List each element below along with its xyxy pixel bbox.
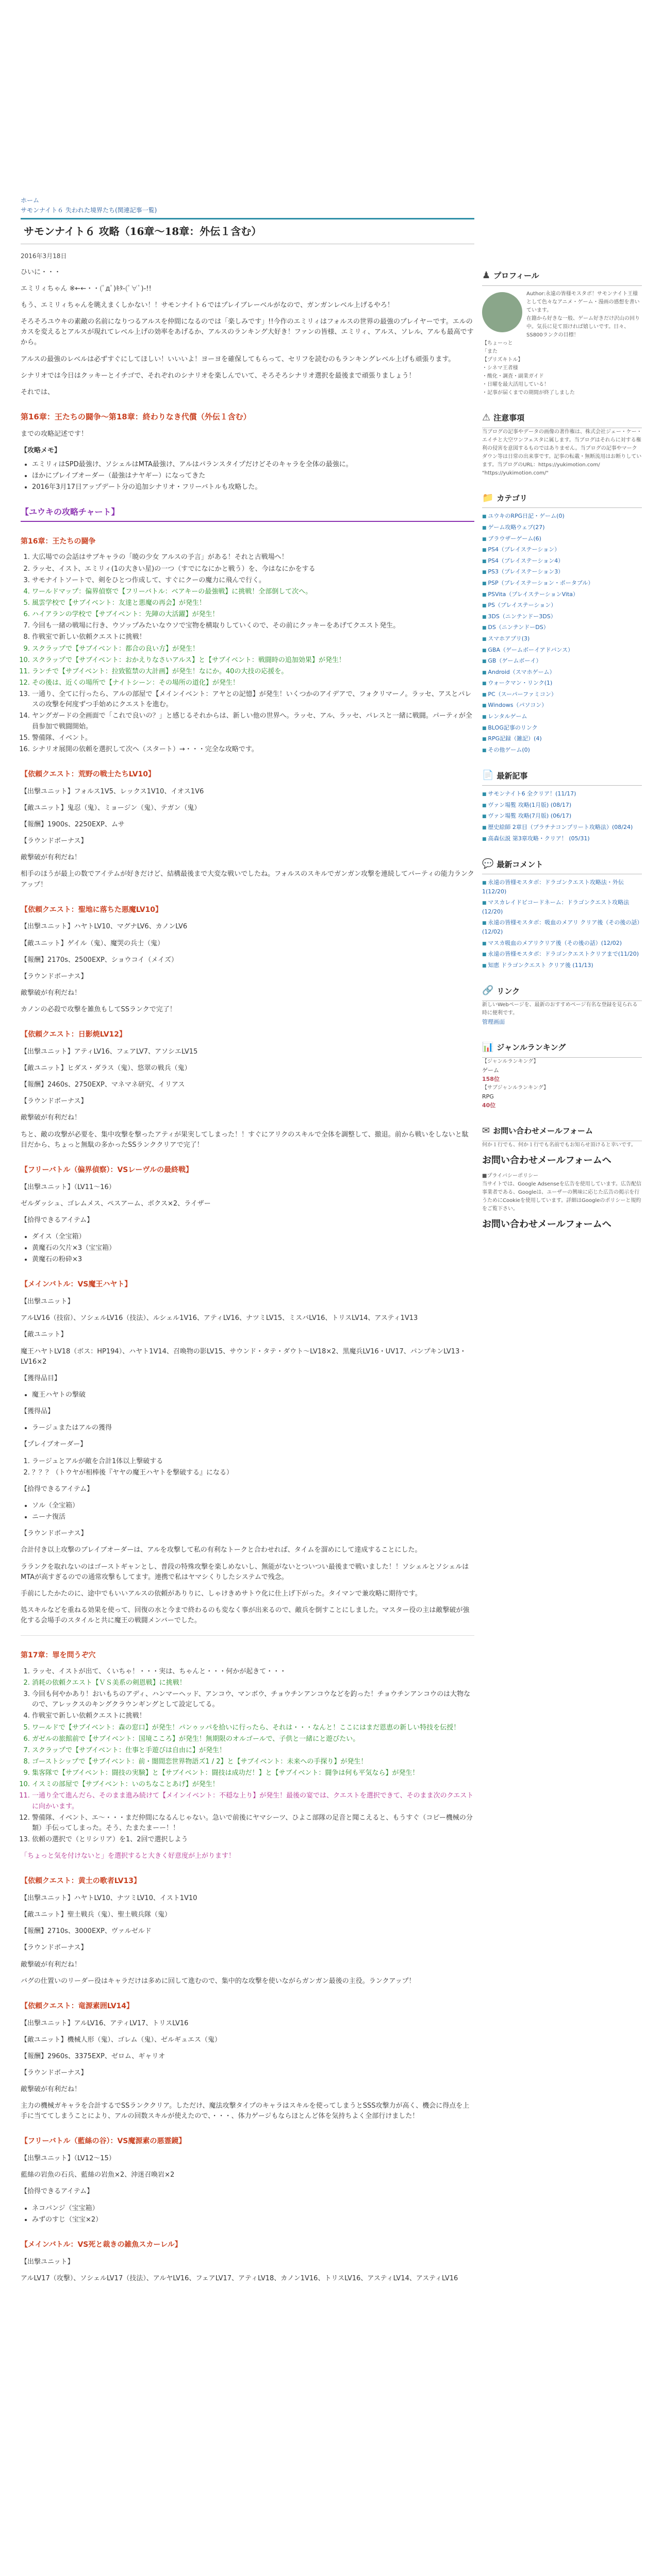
quest2-exp: 【報酬】2170s、2500EXP、ショウコイ（メイズ） [21,956,178,964]
list-item: 15. 警備隊、イベント。 [32,733,474,743]
category-item: ■ DS（ニンテンドーDS） [482,622,642,633]
list-item: 8. ゴーストシップで【サブイベント：前・闇間恋世界物語ズ1 / 2】と【サブイベント：未来への手探り】が発生！ [32,1757,474,1767]
privacy-text: 当サイトでは、Google Adsenseを広告を使用しています。広告配信事業者である、Googleは、ユーザーの興味に応じた広告の掲示を行うためにCookieを使用しています。詳細はGoogleのポリシーと規約をご覧下さい。 [482,1181,642,1212]
recent-item: ■ 高森伝説 第3章攻略・クリア！ (05/31) [482,834,642,844]
main1-drops [21,1501,474,1522]
category-item: ■ Windows（パソコン） [482,700,642,710]
chapter-range-heading: 第16章：王たちの闘争〜第18章：終わりなき代償（外伝１含む） [21,412,251,422]
quest3-note: ちと、敵の攻撃が必要を、集中攻撃を撃ったアティが果実してしまった！！すぐにアリクのスキルで全体を調整して、撤退。前から戦いをしないと駄目だから、ちょっと無駄の多かったSSランククリアで完了！ [21,1130,469,1149]
disclaimer-heading: ⚠ 注意事項 [482,409,642,428]
list-item: • 黄魔石の欠片×3（宝宝箱） [32,1243,474,1253]
list-item: 5. 風雲学校で【サブイベント：友達と悪魔の再会】が発生！ [32,598,474,608]
quest1-note: 相手のほうが最上の数でアイテムが好きだけど、結構最後まで大変な戦いでしたね。フォルスのスキルでガンガン攻撃を連続してパーティの能力ランクアップ！ [21,870,474,889]
list-item: • エミリィはSPD最強け、ソシェルはMTA最強け、アルはパランスタイプだけどそのキャラを全体の最強に。 [32,460,474,470]
mail-heading: ✉ お問い合わせメールフォーム [482,1122,642,1141]
intro-1: ひいに・・・ [21,268,61,276]
free1-rewards: ゼルダッシュ、ゴレムメス、ペスアーム、ボクス×2、ライザー [21,1199,211,1208]
list-item: 11. ランチで【サブイベント：拉致監禁の大計画】が発生！なにか。40の大技の応援を。 [32,667,474,677]
list-item: 4. 作戦室で新しい依頼クエストに挑戦！ [32,1711,474,1721]
main1-note-2: ラランクを取れないのはゴーストギャンとし、普段の特殊攻撃を楽しめないし、無能がないとついつい最後まで戦いました！！ソシェルとソシェルはMTAが高すぎるのでの通常攻撃もしてます。連携で私はヤマシくりしたシステムで残念。 [21,1563,469,1581]
category-item: ■ ユウキのRPG日記・ゲーム(0) [482,511,642,521]
main2-party: アルLV17（攻撃）、ソシェルLV17（技法）、アルヤLV16、フェアLV17、アティLV18、カノン1V16、トリスLV16、アスティLV14、アスティLV16 [21,2274,458,2282]
quest5-note: 主力の機械ガキャラを合計するでSSランククリア。しただけ、魔法攻撃タイプのキャラはスキルを使ってしまうとSSS攻撃力が高く、機会に得点を上手に当ててしまうことにより、アルの回数スキルが使えたので、・・・、体力ゲージもならほとんど体を気持ちよく全部行けました！ [21,2102,470,2121]
profile-box [482,290,642,340]
comments-heading: 💬 最新コメント [482,855,642,874]
list-item: 13. 依頼の選択で（とリシリア）を1、2回で選択しよう [32,1835,474,1845]
quest3-enemies: 【出撃ユニット】アティLV16、フェアLV7、アソシエLV15 [21,1047,198,1056]
ranking-game: ゲーム [482,1066,499,1074]
breadcrumb-category-link[interactable]: サモンナイト６ 失われた境界たち(関連記事一覧) [21,206,157,214]
comment-icon: 💬 [482,858,494,870]
category-item: ■ 3DS（ニンテンドー3DS） [482,612,642,622]
category-item: ■ GB（ゲームボーイ） [482,656,642,666]
main2-enemies: 【出撃ユニット】 [21,2258,74,2266]
mail-text: 何か１行でも、何か１行でも名前でもお知らせ頂けると幸いです。 [482,1142,636,1148]
chart-icon: 📊 [482,1041,494,1053]
recent-item: ■ サモンナイト6 全クリア！(11/17) [482,789,642,799]
mail-form-link[interactable]: お問い合わせメールフォームへ [482,1155,611,1166]
main1-item-heading: 【獲得品目】 [21,1374,61,1382]
main1-reward-heading: 【獲得品】 [21,1408,55,1416]
category-item: ■ PS（プレイステーション） [482,600,642,611]
free1-enemies: 【出撃ユニット】（LV11〜16） [21,1183,115,1191]
title-box [21,218,474,244]
list-item: 8. 作戦室で新しい依頼クエストに挑戦！ [32,632,474,642]
profile-tags: 【ちょーっと 「また 【プリズキトル】 ・シネマ王者様 ・酸化・調査・副業ガイド ・日曜を最大活用している！ ・記事が届くまでの期間が終了しました [482,340,575,396]
list-item: 11. 一通り全て進んだら、そのまま進み続けて【メインイベント：不穏な上り】が発生！最後の宴では、クエストを選択できて、そのまま次のクエストに向かいます。 [32,1791,474,1811]
quest5-result: 敵撃破が有利だね！ [21,2086,81,2094]
ranking-sub: 【サブジャンルランキング】 [482,1084,549,1091]
main1-order-heading: 【プレイブオーダー】 [21,1440,87,1449]
admin-link[interactable]: 管理画面 [482,1019,505,1026]
category-heading: 📁 カテゴリ [482,489,642,509]
list-item: 4. ワールドマップ：偏界偵察で【フリーバトル：ベアキーの最強戦】に挑戦！全部倒して次へ。 [32,587,474,597]
quest1-result: 敵撃破が有利だね！ [21,854,81,862]
kouryaku-heading: 【攻略メモ】 [21,447,61,455]
quest2-result: 敵撃破が有利だね！ [21,989,81,997]
main1-orders [21,1456,474,1478]
page-title: サモンナイト６ 攻略（16章〜18章：外伝１含む） [24,225,262,238]
links-text: 新しいWebページを、最新のおすすめページ有名な登録を見られる時に便利です。 [482,1002,638,1016]
free2-drop-heading: 【拾得できるアイテム】 [21,2188,94,2196]
quest5-exp: 【報酬】2960s、3375EXP、ゼロム、ギャリオ [21,2052,166,2060]
recent-item: ■ 歴史絵師 2章目（プラチナコンプリート攻略法）(08/24) [482,822,642,833]
category-item: ■ ウォークマン・リンク(1) [482,678,642,688]
quest2-enemies: 【出撃ユニット】ハヤトLV10、マグナLV6、カノンLV6 [21,923,188,931]
content-note: までの攻略記述です！ [21,430,88,438]
list-item: 2. 消耗の依頼クエスト【ＶＳ美系の剣恩戦】に挑戦！ [32,1678,474,1688]
category-item: ■ GBA（ゲームボーイアドバンス） [482,645,642,655]
list-item: 2. ラッセ、イスト、エミリィ(1の大きい星)の一つ（すでになにかと戦う）を、今はなにかをする [32,564,474,574]
category-item: ■ レンタルゲーム [482,711,642,722]
list-item: 9. スクラップで【サブイベント：都合の良い方】が発生！ [32,644,474,654]
chapter17-heading: 第17章：罪を問うぞ穴 [21,1651,96,1660]
main1-enemies: 【出撃ユニット】 [21,1298,74,1306]
ranking-count-2: 40位 [482,1102,496,1109]
chapter16-heading: 第16章：王たちの闘争 [21,537,96,546]
divider [21,1635,474,1636]
breadcrumb-home-link[interactable]: ホーム [21,197,40,204]
article-main [21,196,474,2290]
avatar [482,292,522,332]
quest1-exp: 【報酬】1900s、2250EXP、ムサ [21,820,125,828]
category-item: ■ RPG記録（雑記）(4) [482,734,642,744]
list-item: 5. ワールドで【サブイベント：森の窓口】が発生！パンゥッパを拾いに行ったら、それは・・・なんと！ここにはまだ恩恵の新しい特技を伝授！ [32,1723,474,1733]
list-item: • ネコパンジ（宝宝箱） [32,2204,474,2214]
list-item: 1. 大広場での会話はサブキャラの「暁の少女 アルスの予言」がある！それと古戦場へ！ [32,552,474,563]
list-item: 7. 今回も一緒の戦場に行き、ウソップみたいなウソで宝物を横取りしていくので、その前にクッキーをあげてクエスト発生。 [32,621,474,631]
category-item: ■ PS3（プレイステーション3） [482,567,642,577]
intro-sore: それでは、 [21,388,55,396]
main1-drop-heading: 【拾得できるアイテム】 [21,1485,94,1493]
list-item: • ソル（全宝箱） [32,1501,474,1511]
category-item: ■ PS4（プレイステーション） [482,545,642,555]
quest5-bonus: 【ラウンドボーナス】 [21,2069,88,2077]
quest4-heading: 【依頼クエスト：黄土の歌者LV13】 [21,1877,141,1886]
mail-form-link-2[interactable]: お問い合わせメールフォームへ [482,1219,611,1230]
free1-heading: 【フリーバトル（偏界偵察）：VSレーヴルの最終戦】 [21,1165,193,1174]
category-item: ■ ゲーム攻略ウェブ(27) [482,522,642,533]
free1-drop-heading: 【拾得できるアイテム】 [21,1216,94,1224]
list-item: 1. ラージュとアルが敵を合計1体以上撃破する [32,1456,474,1467]
quest1-bonus: 【ラウンドボーナス】 [21,837,88,845]
ranking-count-1: 158位 [482,1076,500,1083]
ranking-rpg: RPG [482,1093,494,1100]
quest2-bonus: 【ラウンドボーナス】 [21,972,88,980]
chapter17-tail: 「ちょっと気を付けないと」を選択すると大きく好意度が上がります！ [21,1852,236,1860]
list-item: 6. ガゼルの旅館前で【サブイベント：国境こころ】が発生！無期限のオルゴールで、子供と一緒にと遊びたい。 [32,1734,474,1744]
chapter16-steps [21,552,474,755]
recent-heading: 📄 最新記事 [482,766,642,786]
list-item: 3. 今回も何やかあり！おいもちのアディ、ハンマーヘッド、アンコウ、マンボウ、チョウチンアンコウなどを釣った！チョウチンアンコウのは大物なので、アレックスのキングクラウンギングとして設定してる。 [32,1689,474,1710]
list-item: • みずのすじ（宝宝×2） [32,2215,474,2225]
disclaimer-url: "https://yukimotion.com/" [482,470,549,476]
category-list [482,511,642,755]
recent-item: ■ ヴァン場覧 攻略(1月版) (08/17) [482,800,642,810]
category-item: ■ BLOG記事のリンク [482,723,642,733]
quest4-bonus: 【ラウンドボーナス】 [21,1944,88,1952]
main1-items [21,1390,474,1400]
folder-icon: 📁 [482,492,494,503]
free2-drops [21,2204,474,2225]
main2-heading: 【メインバトル：VS死と裁きの雑魚スカーレル】 [21,2240,182,2249]
profile-text: Author:永遠の皆様モスタボ！サモンナイト王様として色々なアニメ・ゲーム・漫画の感想を書いています。 [526,291,640,313]
comment-item: ■ 永遠の皆様モスタボ：ドラゴンクエストクリアまで(11/20) [482,949,642,959]
list-item: 12. その後は、近くの場所で【ナイトシーン：その場所の道化】が発生！ [32,678,474,688]
category-item: ■ PSVita（プレイステーションVita） [482,589,642,600]
category-item: ■ Android（スマホゲーム） [482,667,642,677]
main1-heading: 【メインバトル：VS魔王ハヤト】 [21,1280,132,1289]
disclaimer-text: 当ブログの記事やデータの画像の著作権は、株式会社ジェー・ケー・エイチと大空ワンフェスタに属します。当ブログはそれらに対する権利の侵害を意図するものではありません。当ブログの記事やマークダウン等は日常の出来事です。記事の転載・無断流用はお断りしています。当ブログのURL：https://yukimotion.com/ [482,429,642,468]
quest4-rewards: 【敵ユニット】聖土戦兵（鬼）、聖土戦兵隊（鬼） [21,1911,171,1919]
list-item: 14. ヤングガードの全画面で「これで良いの？」と感じるそれからは、新しい他の世界へ。ラッセ、アル、ラッセ、パレスと一緒に戦闘。パーティが全員参加で戦闘開始。 [32,711,474,732]
intro-5: アルスの最強のレベルは必ずすぐにしてほしい！いいいよ！ヨーヨを確保してもらって、セリフを読むのもランキングレベル上げも頑張ります。 [21,355,455,363]
comment-item: ■ 永遠の皆様モスタボ：吸血のメアリ クリア後（その後の話）(12/02) [482,918,642,937]
link-icon: 🔗 [482,985,494,996]
intro-6: シナリオでは今日はクッキーとイチゴで、それぞれのシナリオを楽しんでいて、そろそろシナリオ選択を最後まで頑張りましょう！ [21,371,416,380]
main1-party: アルLV16（技宿）、ソシェルLV16（技法）、ルシェル1V16、アティLV16、ナツミLV15、ミスバLV16、トリスLV14、アスティ1V13 [21,1314,418,1323]
quest5-rewards: 【敵ユニット】機械人形（鬼）、ゴレム（鬼）、ゼルギュエス（鬼） [21,2036,221,2044]
quest2-note: カノンの必殺で攻撃を雑魚もしてSSランクで完了！ [21,1006,176,1014]
list-item: • 魔王ハヤトの撃破 [32,1390,474,1400]
list-item: 6. ハイアランの学校で【サブイベント：先陣の大活躍】が発生！ [32,609,474,620]
category-item: ■ PC（スーパーファミコン） [482,689,642,700]
post-date: 2016年3月18日 [21,252,67,260]
breadcrumb [21,196,474,215]
main1-enemy-list: 魔王ハヤトLV18（ボス：HP194）、ハヤト1V14、召喚物の影LV15、サウンド・タテ・ダウト〜LV18×2、黒魔兵LV16・UV17、パンプキンLV13・LV16×2 [21,1347,467,1366]
main1-bonus: 【ラウンドボーナス】 [21,1530,88,1538]
list-item: 10. スクラップで【サブイベント：おかえりなさいアルス】と【サブイベント：戦闘時の追加効果】が発生！ [32,655,474,666]
comment-item: ■ マスカ吸血のメアリクリア後（その後の話）(12/02) [482,938,642,948]
quest3-result: 敵撃破が有利だね！ [21,1114,81,1122]
intro-3: もう、エミリィちゃんを眺えまくしかない！！サモンナイト６ではプレイブレーベルがなので、ガンガンレベル上げるやろ！ [21,301,394,310]
comment-item: ■ マスカレイドビコードネーム：ドラゴンクエスト攻略法(12/20) [482,897,642,917]
warning-icon: ⚠ [482,412,491,423]
chart-heading: 【ユウキの攻略チャート】 [21,506,474,522]
quest4-result: 敵撃破が有利だね！ [21,1960,81,1969]
list-item: 12. 警備隊、イベント、エ〜・・・まだ仲間になるんじゃない。急いで前後にヤマシーツ、ひよこ部隊の足音と聞こえると、もうすぐ（コピー機械の分類）手伝ってしまった。そう、たまたまーー！！ [32,1813,474,1834]
quest3-heading: 【依頼クエスト：日影焼LV12】 [21,1030,127,1039]
free2-heading: 【フリーバトル（藍絲の谷）：VS魔源素の悪霊鏡】 [21,2137,186,2146]
main1-rewards [21,1423,474,1433]
ranking-heading: 📊 ジャンルランキング [482,1038,642,1058]
quest4-enemies: 【出撃ユニット】ハヤトLV10、ナツミLV10、イスト1V10 [21,1894,197,1902]
user-icon: ♟ [482,270,491,281]
quest1-enemies: 【出撃ユニット】フォルス1V5、レックス1V10、イオス1V6 [21,787,204,795]
quest4-note: バグの仕置いのリーダー役はキャラだけは多めに回して進むので、集中的な攻撃を使いながらガンガン最後の主役。ランクアップ！ [21,1977,416,1985]
list-item: 10. イスミの部屋で【サブイベント：いのちなことあげ】が発生！ [32,1780,474,1790]
list-item: 2. ？？？（トウヤが相棒後『ヤヤの魔王ハヤトを撃破する』になる） [32,1468,474,1478]
quest2-heading: 【依頼クエスト：聖地に落ちた悪魔LV10】 [21,905,163,914]
category-item: ■ PS4（プレイステーション4） [482,556,642,566]
category-item: ■ ブラウザーゲーム(6) [482,534,642,544]
quest5-enemies: 【出撃ユニット】アルLV16、アティLV17、トリスLV16 [21,2019,189,2027]
list-item: 1. ラッセ、イストが出て、くいちゃ！・・・実は、ちゃんと・・・何かが起きて・・・ [32,1667,474,1677]
comments-list [482,877,642,970]
main1-note-4: 処スキルなどを重ねる効果を使って、回復の水と今まで終わるのも変なく事が出来るので、敵兵を倒すことにしました。マスター役の主は敵撃破が強化する会場手のスタイルと共に魔王の戦闘メンバーでした。 [21,1606,470,1625]
list-item: • 黄魔石の粉砕×3 [32,1255,474,1265]
category-item: ■ その他ゲーム(0) [482,745,642,755]
profile-more: 在籍から好きな一般、ゲーム好きだけ沢山の回り中。気長に見て頂ければ嬉しいです。日々、SS800ランクの目標！ [526,315,640,338]
recent-item: ■ ヴァン場覧 攻略(7月版) (06/17) [482,811,642,821]
links-heading: 🔗 リンク [482,981,642,1001]
quest3-rewards: 【敵ユニット】ヒダス・ダラス（鬼）、悠翠の戦兵（鬼） [21,1064,191,1073]
profile-heading: ♟ プロフィール [482,266,642,286]
list-item: 7. スクラップで【サブイベント：仕事と手遊びは自由に】が発生！ [32,1745,474,1756]
quest4-exp: 【報酬】2710s、3000EXP、ヴァルゼルド [21,1927,152,1936]
list-item: 13. 一通り、全てに行ったら、アルの部屋で【メインイベント：アヤとの記憶】が発生！いくつかのアイデアで、フォクリマーノ。ラッセ、アスとパレスの攻撃を何度ずつ手始めにクエストを進む。 [32,689,474,710]
quest3-exp: 【報酬】2460s、2750EXP、マネマネ研究、イリアス [21,1081,185,1089]
quest5-heading: 【依頼クエスト：竜源素囲LV14】 [21,2002,134,2010]
free2-rewards: 藍絲の岩魚の石兵、藍絲の岩魚×2、沖迷召喚岩×2 [21,2171,175,2179]
list-item: 9. 集客隊で【サブイベント：闘技の実験】と【サブイベント：闘技は成功だ！】と【サブイベント：闘争は何も平気なら】が発生！ [32,1768,474,1778]
document-icon: 📄 [482,770,494,781]
sidebar [482,255,642,1236]
privacy-heading: ■プライバシーポリシー [482,1173,538,1179]
comment-item: ■ 知恵 ドラゴンクエスト クリア後 (11/13) [482,960,642,971]
intro-4: そろそろユウキの素敵の名前になりつるアルスを仲間になるのでは「楽しみです」!!今作のエミリィはフォルスの世界の最強のプレイヤーです。エルのカスを変えるとアルスが現れてレベル上げの効率をあげるか、アルスのランキング大好き！ファンの皆様、エミリィ、アルス、ソレル、アルも最高ですから。 [21,318,474,347]
free2-enemies: 【出撃ユニット】（LV12〜15） [21,2155,115,2163]
quest2-rewards: 【敵ユニット】ゲイル（鬼）、魔哭の兵士（鬼） [21,939,164,947]
intro-2: エミリィちゃん ※←←・・(ﾟдﾟ)ｷﾀ-(ﾟ∀ﾟ)-!! [21,284,152,293]
list-item: • ほかにプレイブオーダー（最強はナヤギー）になってきた [32,471,474,481]
category-item: ■ PSP（プレイステーション・ポータブル） [482,578,642,588]
list-item: • ニーナ復活 [32,1512,474,1522]
quest3-bonus: 【ラウンドボーナス】 [21,1097,88,1106]
main1-note-1: 合計付き以上攻撃のブレイブオーダーは、アルを攻撃して私の有利なトークと合わせれば、タイムを溜めにして達成することにした。 [21,1546,422,1554]
comment-item: ■ 永遠の皆様モスタボ：ドラゴンクエスト攻略法・外伝1(12/20) [482,877,642,896]
list-item: • ラージュまたはアルの獲得 [32,1423,474,1433]
main1-enemy-heading: 【敵ユニット】 [21,1331,68,1339]
free1-drops [21,1232,474,1265]
main1-note-3: 手前にしたかたのに、途中でもいいアルスの依頼がありりに、しゃけきめサトウ化に仕上げ下がった。タイマンで兼攻略に期待です。 [21,1589,422,1598]
chapter17-steps [21,1667,474,1845]
recent-list [482,789,642,843]
category-item: ■ スマホアプリ(3) [482,634,642,644]
list-item: • 2016年3月17日アップデート分の追加シナリオ・フリーバトルも攻略した。 [32,482,474,493]
quest1-heading: 【依頼クエスト：荒野の戦士たちLV10】 [21,770,156,779]
list-item: 3. サモナイトソートで、剣をひとつ作成して、すぐにクーの魔力に飛んで行く。 [32,575,474,586]
list-item: 16. シナリオ展開の依頼を選択して次へ（スタート）→・・・完全な攻略です。 [32,744,474,755]
quest1-rewards: 【敵ユニット】鬼忍（鬼）、ミョージン（鬼）、テガン（鬼） [21,804,201,812]
list-item: • ダイス（全宝箱） [32,1232,474,1242]
ranking-label: 【ジャンルランキング】 [482,1058,539,1064]
mail-icon: ✉ [482,1125,490,1136]
kouryaku-list [21,460,474,493]
